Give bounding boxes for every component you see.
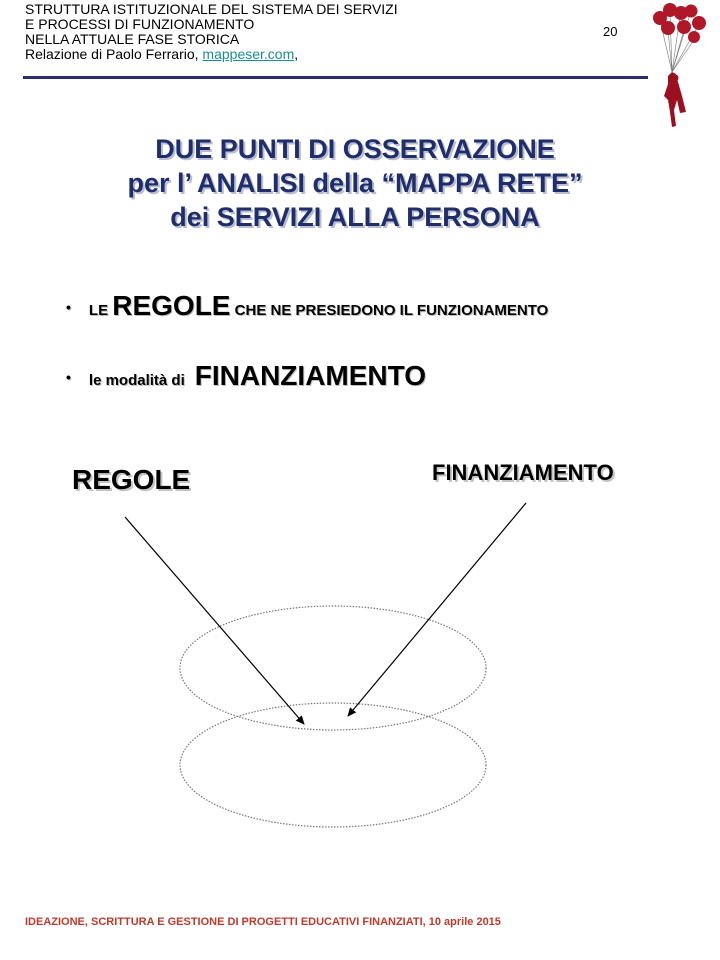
- diagram-label-regole: REGOLE: [72, 464, 191, 495]
- header-line-3: NELLA ATTUALE FASE STORICA: [25, 31, 240, 47]
- title-line-1: DUE PUNTI DI OSSERVAZIONE: [155, 134, 555, 164]
- bullet-dot: •: [66, 369, 71, 385]
- bullet-dot: •: [66, 299, 71, 315]
- arrow-finanziamento: [348, 503, 526, 716]
- bullet-1-big: REGOLE: [112, 290, 231, 321]
- title-line-2: per l’ ANALISI della “MAPPA RETE”: [127, 168, 583, 198]
- header-line-2: E PROCESSI DI FUNZIONAMENTO: [25, 16, 255, 32]
- page-number: 20: [603, 24, 618, 39]
- header-line-1: STRUTTURA ISTITUZIONALE DEL SISTEMA DEI SERVIZI: [25, 1, 398, 17]
- footer-text: IDEAZIONE, SCRITTURA E GESTIONE DI PROGETTI EDUCATIVI FINANZIATI, 10 aprile 2015: [25, 916, 501, 928]
- bullet-1-post: CHE NE PRESIEDONO IL FUNZIONAMENTO: [230, 302, 549, 319]
- upper-ellipse: [180, 606, 486, 730]
- diagram-label-finanziamento: FINANZIAMENTO: [432, 460, 614, 485]
- arrow-regole: [125, 517, 304, 724]
- bullet-2-pre: le modalità di: [88, 372, 185, 389]
- lower-ellipse: [180, 703, 486, 827]
- author-prefix: Relazione di Paolo Ferrario,: [25, 46, 203, 62]
- author-suffix: ,: [294, 46, 299, 62]
- bullet-2-big: FINANZIAMENTO: [194, 360, 427, 391]
- mappeser-link[interactable]: mappeser.com: [202, 46, 295, 62]
- title-line-3: dei SERVIZI ALLA PERSONA: [170, 202, 540, 232]
- bullet-1-pre: LE: [88, 302, 113, 319]
